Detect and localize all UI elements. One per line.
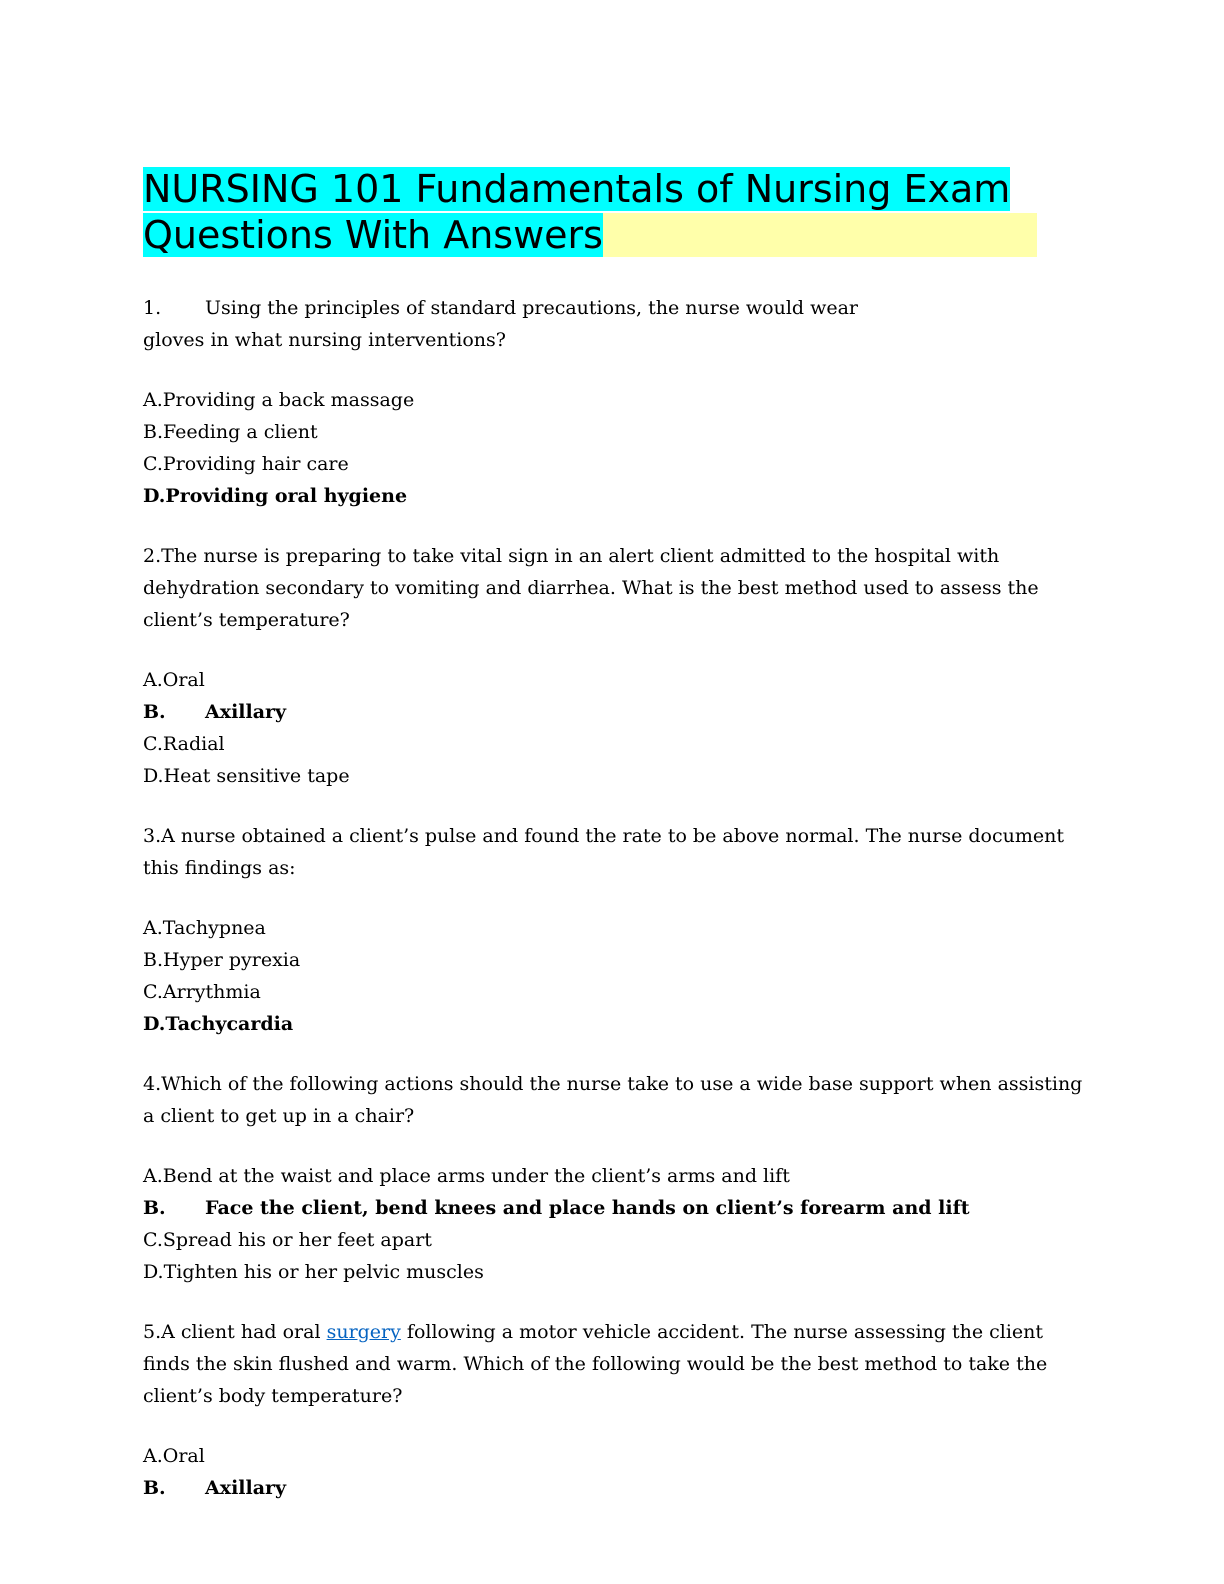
correct-answer: [143, 696, 1083, 728]
option: [143, 760, 1083, 792]
option-letter: B.: [143, 1477, 166, 1499]
option: [143, 728, 1083, 760]
option-letter: D.: [143, 1261, 164, 1283]
question-5: [143, 1316, 1083, 1412]
option-text: Tachypnea: [162, 917, 266, 939]
correct-answer: [143, 1008, 1083, 1040]
option: [143, 944, 1083, 976]
question-4-options: [143, 1160, 1083, 1288]
option: [143, 1224, 1083, 1256]
option-text: Heat sensitive tape: [163, 765, 350, 787]
option-letter: C.: [143, 981, 163, 1003]
option-text: Hyper pyrexia: [163, 949, 301, 971]
question-3: 3.A nurse obtained a client’s pulse and found the rate to be above normal. The nurse document this findings as:: [143, 825, 1064, 879]
question-5-options: [143, 1440, 1083, 1504]
option-text: Providing hair care: [162, 453, 349, 475]
option-letter: A.: [143, 669, 163, 691]
question-2-options: [143, 664, 1083, 792]
option-text: Bend at the waist and place arms under the client’s arms and lift: [162, 1165, 790, 1187]
option-text: Axillary: [205, 1477, 287, 1499]
option: [143, 912, 1083, 944]
question-3-options: [143, 912, 1083, 1040]
title-line-1: NURSING 101 Fundamentals of Nursing Exam: [143, 167, 1011, 211]
option-text: Axillary: [205, 701, 287, 723]
option-letter: A.: [143, 1165, 163, 1187]
question-2: 2.The nurse is preparing to take vital sign in an alert client admitted to the hospital with dehydration secondary to vomiting and diarrhea. What is the best method used to assess the client’s temperature?: [143, 545, 1039, 631]
question-1: [143, 292, 1083, 356]
correct-answer: [143, 480, 1083, 512]
option-text: Providing oral hygiene: [165, 485, 408, 507]
question-5-text-start: 5.A client had oral: [143, 1321, 327, 1343]
option-text: Spread his or her feet apart: [162, 1229, 432, 1251]
correct-answer: [143, 1472, 1083, 1504]
option-letter: B.: [143, 1197, 166, 1219]
option-text: Tighten his or her pelvic muscles: [163, 1261, 484, 1283]
option-text: Face the client, bend knees and place hands on client’s forearm and lift: [205, 1197, 970, 1219]
option-text: Oral: [162, 1445, 205, 1467]
option-text: Oral: [162, 669, 205, 691]
option-text: Radial: [162, 733, 225, 755]
option-letter: A.: [143, 1445, 163, 1467]
question-1-text-line1: Using the principles of standard precautions, the nurse would wear: [205, 297, 859, 319]
page-title: [143, 166, 1070, 258]
question-1-text-line2: gloves in what nursing interventions?: [143, 329, 506, 351]
option-letter: D.: [143, 485, 166, 507]
option: [143, 448, 1083, 480]
option-letter: D.: [143, 1013, 166, 1035]
option-letter: B.: [143, 421, 164, 443]
option-letter: A.: [143, 917, 163, 939]
surgery-link[interactable]: surgery: [326, 1321, 401, 1343]
option: [143, 1160, 1083, 1192]
option-letter: A.: [143, 389, 163, 411]
option-letter: D.: [143, 765, 164, 787]
question-1-number: 1.: [143, 297, 162, 319]
option: [143, 416, 1083, 448]
question-1-options: [143, 384, 1083, 512]
title-line-2: Questions With Answers: [143, 213, 603, 257]
option-letter: C.: [143, 733, 163, 755]
option: [143, 664, 1083, 696]
option-letter: C.: [143, 453, 163, 475]
option: [143, 1440, 1083, 1472]
option-text: Tachycardia: [165, 1013, 294, 1035]
question-5-text-end: following a motor vehicle accident. The nurse assessing the client finds the skin flushed and warm. Which of the following would be the best method to take the client’s body temperature?: [143, 1321, 1048, 1407]
option-letter: B.: [143, 701, 166, 723]
option: [143, 1256, 1083, 1288]
option-text: Arrythmia: [162, 981, 261, 1003]
option: [143, 976, 1083, 1008]
option: [143, 384, 1083, 416]
option-text: Feeding a client: [163, 421, 318, 443]
option-letter: C.: [143, 1229, 163, 1251]
question-4: 4.Which of the following actions should the nurse take to use a wide base support when assisting a client to get up in a chair?: [143, 1073, 1083, 1127]
question-list: [143, 292, 1083, 1532]
option-letter: B.: [143, 949, 164, 971]
option-text: Providing a back massage: [162, 389, 415, 411]
correct-answer: [143, 1192, 1083, 1224]
